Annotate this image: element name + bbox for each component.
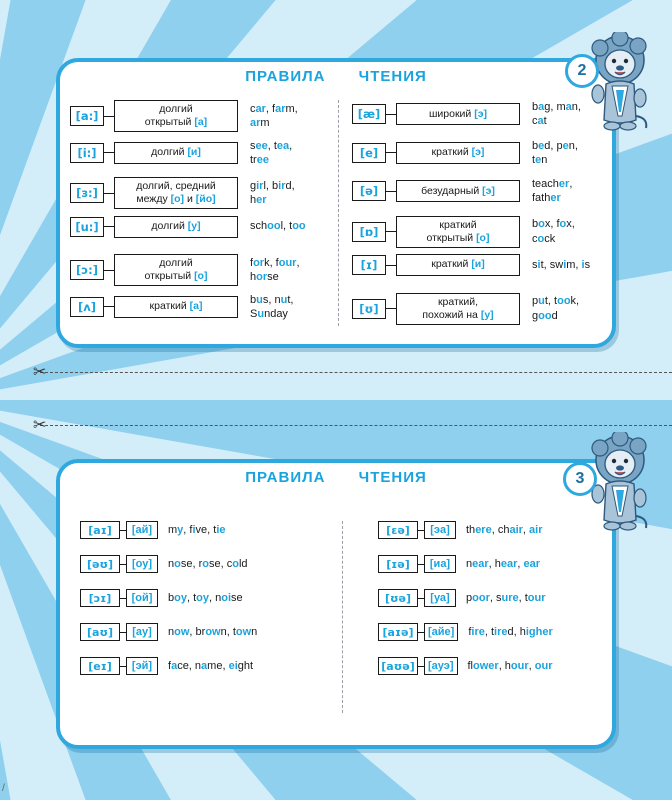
connector-line (386, 231, 396, 232)
phonetic-symbol: [з:] (70, 183, 104, 203)
phonetic-symbol: [ɔɪ] (80, 589, 120, 607)
example-words: fire, tired, higher (468, 625, 553, 638)
reading-rules-card-2 (56, 58, 616, 348)
vowel-rule-row (352, 139, 578, 168)
phonetic-symbol: [æ] (352, 104, 386, 124)
cut-line-top (40, 372, 672, 373)
phonetic-symbol: [ɔ:] (70, 260, 104, 280)
phonetic-symbol: [ɛə] (378, 521, 418, 539)
phonetic-symbol: [ɪ] (352, 255, 386, 275)
vowel-rule-row (70, 216, 306, 238)
card-title: ПРАВИЛА ЧТЕНИЯ (245, 469, 427, 486)
sound-description: безударный [э] (396, 180, 520, 202)
connector-line (386, 308, 396, 309)
vowel-rule-row (352, 293, 579, 325)
phonetic-symbol: [ʊə] (378, 589, 418, 607)
vowel-rule-row (352, 216, 575, 248)
example-words: poor, sure, tour (466, 591, 546, 604)
vowel-rule-row (70, 254, 300, 286)
phonetic-symbol: [aɪ] (80, 521, 120, 539)
phonetic-symbol: [aʊə] (378, 657, 418, 675)
phonetic-symbol: [ə] (352, 181, 386, 201)
example-words: girl, bird, her (250, 179, 295, 207)
vowel-rule-row (352, 254, 590, 276)
column-divider (338, 100, 339, 326)
column-divider (342, 521, 343, 713)
diphthong-rule-row (378, 589, 546, 607)
russian-transcription: [эа] (424, 521, 456, 539)
connector-line (104, 226, 114, 227)
sound-description: краткий открытый [о] (396, 216, 520, 248)
sound-description: долгий открытый [a] (114, 100, 238, 132)
example-words: nose, rose, cold (168, 557, 248, 570)
example-words: face, name, eight (168, 659, 254, 672)
vowel-rule-row (70, 139, 292, 168)
vowel-rule-row (352, 100, 581, 129)
connector-line (104, 306, 114, 307)
russian-transcription: [оу] (126, 555, 158, 573)
russian-transcription: [ауэ] (424, 657, 458, 675)
scissors-icon: ✂ (33, 415, 47, 434)
example-words: bag, man, cat (532, 101, 581, 128)
example-words: see, tea, tree (250, 139, 293, 166)
reading-rules-card-3 (56, 459, 616, 749)
sound-description: краткий [э] (396, 142, 520, 164)
example-words: now, brown, town (168, 625, 258, 638)
phonetic-symbol: [u:] (70, 217, 104, 237)
example-words: put, took, good (532, 295, 580, 322)
example-words: car, farm, arm (250, 102, 298, 130)
diphthong-rule-row (80, 555, 248, 573)
sound-description: краткий, похожий на [у] (396, 293, 520, 325)
russian-transcription: [ай] (126, 521, 158, 539)
vowel-rule-row (352, 177, 572, 206)
phonetic-symbol: [ɒ] (352, 222, 386, 242)
russian-transcription: [эй] (126, 657, 158, 675)
card-number-badge: 3 (563, 462, 597, 496)
example-words: fork, four, horse (250, 256, 300, 284)
example-words: school, too (250, 220, 306, 233)
phonetic-symbol: [ɪə] (378, 555, 418, 573)
sound-description: долгий [у] (114, 216, 238, 238)
phonetic-symbol: [e] (352, 143, 386, 163)
phonetic-symbol: [ʊ] (352, 299, 386, 319)
sound-description: краткий [а] (114, 296, 238, 318)
page-mark: / (2, 783, 5, 794)
example-words: my, five, tie (168, 523, 226, 536)
diphthong-rule-row (378, 623, 553, 641)
phonetic-symbol: [eɪ] (80, 657, 120, 675)
vowel-rule-row (70, 293, 293, 322)
connector-line (386, 152, 396, 153)
example-words: bus, nut, Sunday (250, 293, 294, 320)
example-words: teacher, father (532, 178, 573, 205)
connector-line (386, 265, 396, 266)
diphthong-rule-row (80, 623, 257, 641)
connector-line (386, 191, 396, 192)
vowel-rule-row (70, 177, 295, 209)
diphthong-rule-row (80, 589, 243, 607)
russian-transcription: [уа] (424, 589, 456, 607)
sound-description: долгий, средний между [о] и [йо] (114, 177, 238, 209)
connector-line (104, 270, 114, 271)
phonetic-symbol: [i:] (70, 143, 104, 163)
diphthong-rule-row (378, 521, 543, 539)
sound-description: долгий [и] (114, 142, 238, 164)
example-words: there, chair, air (466, 523, 543, 536)
connector-line (104, 152, 114, 153)
connector-line (104, 116, 114, 117)
phonetic-symbol: [a:] (70, 106, 104, 126)
diphthong-rule-row (378, 657, 553, 675)
russian-transcription: [ау] (126, 623, 158, 641)
phonetic-symbol: [ʌ] (70, 297, 104, 317)
phonetic-symbol: [əʊ] (80, 555, 120, 573)
phonetic-symbol: [aɪə] (378, 623, 418, 641)
card-title: ПРАВИЛА ЧТЕНИЯ (245, 68, 427, 85)
diphthong-rule-row (80, 521, 226, 539)
russian-transcription: [ой] (126, 589, 158, 607)
sound-description: краткий [и] (396, 254, 520, 276)
sound-description: долгий открытый [о] (114, 254, 238, 286)
cut-line-bottom (40, 425, 672, 426)
example-words: boy, toy, noise (168, 591, 243, 604)
russian-transcription: [айе] (424, 623, 458, 641)
example-words: sit, swim, is (532, 258, 591, 271)
card-number-badge: 2 (565, 54, 599, 88)
example-words: box, fox, cock (532, 218, 575, 245)
connector-line (386, 114, 396, 115)
example-words: near, hear, ear (466, 557, 541, 570)
example-words: bed, pen, ten (532, 139, 578, 166)
diphthong-rule-row (378, 555, 540, 573)
sound-description: широкий [э] (396, 103, 520, 125)
scissors-icon: ✂ (33, 362, 47, 381)
diphthong-rule-row (80, 657, 253, 675)
vowel-rule-row (70, 100, 298, 132)
example-words: flower, hour, our (467, 659, 553, 672)
russian-transcription: [иа] (424, 555, 456, 573)
connector-line (104, 193, 114, 194)
phonetic-symbol: [aʊ] (80, 623, 120, 641)
